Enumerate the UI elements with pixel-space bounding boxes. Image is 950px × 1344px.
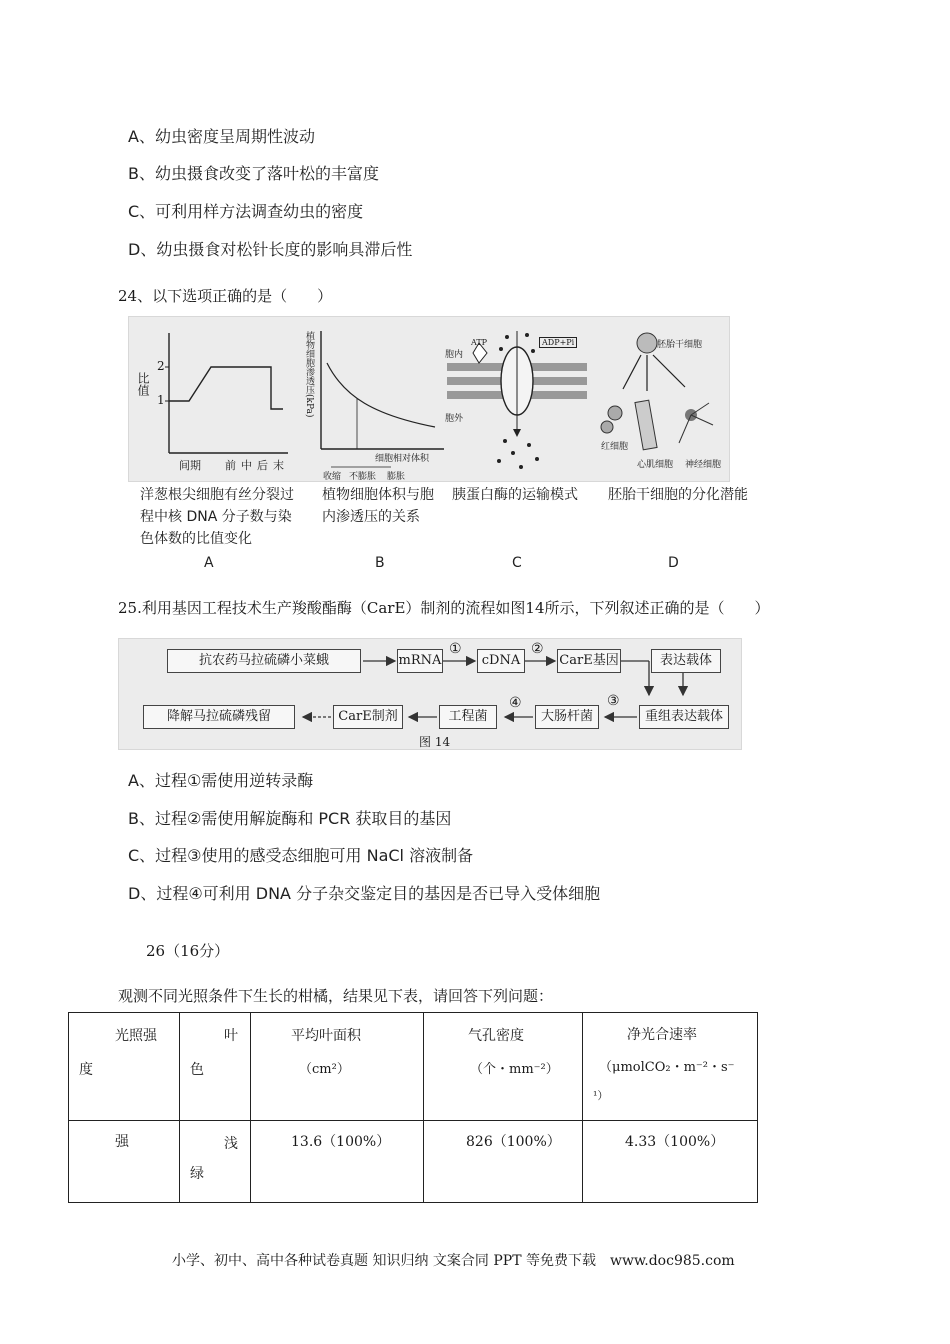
flow-step-1: ① xyxy=(449,641,462,657)
panel-c-caption: 胰蛋白酶的运输模式 xyxy=(452,487,578,503)
cell-leaf-color: 浅 绿 xyxy=(180,1121,251,1203)
panel-a-xtick-interphase: 间期 xyxy=(179,459,201,472)
panel-d-label-nerve-cell: 神经细胞 xyxy=(685,460,722,470)
cell-leaf-area: 13.6（100%） xyxy=(251,1121,424,1203)
flow-box-diamondback-moth: 抗农药马拉硫磷小菜蛾 xyxy=(167,649,361,673)
q25-option-d: D、过程④可利用 DNA 分子杂交鉴定目的基因是否已导入受体细胞 xyxy=(128,884,601,903)
q25-option-a: A、过程①需使用逆转录酶 xyxy=(128,771,314,790)
flow-box-engineered-bacteria: 工程菌 xyxy=(439,705,497,729)
panel-b-caption: 植物细胞体积与胞 内渗透压的关系 xyxy=(322,487,434,525)
panel-d-label-heart-cell: 心肌细胞 xyxy=(637,460,674,470)
panel-a-xtick-telophase: 末 xyxy=(273,459,284,472)
q24-figure xyxy=(128,316,730,482)
panel-c-label-inside: 胞内 xyxy=(445,350,464,360)
flow-box-cdna: cDNA xyxy=(477,649,525,673)
panel-d-letter: D xyxy=(668,555,679,571)
panel-d-caption: 胚胎干细胞的分化潜能 xyxy=(608,487,748,503)
q24-stem: 24、以下选项正确的是（ ） xyxy=(118,287,333,305)
panel-d-label-red-cell: 红细胞 xyxy=(601,442,629,452)
panel-a-xtick-anaphase: 后 xyxy=(257,459,268,472)
q23-option-a: A、幼虫密度呈周期性波动 xyxy=(128,127,315,146)
panel-b-ylabel: 植物细胞渗透压(kPa) xyxy=(304,331,314,418)
cell-net-photosynthesis: 4.33（100%） xyxy=(583,1121,758,1203)
panel-c-label-adp: ADP+Pi xyxy=(539,337,577,348)
q23-option-b: B、幼虫摄食改变了落叶松的丰富度 xyxy=(128,164,379,183)
header-leaf-color: 叶 色 xyxy=(180,1013,251,1121)
flow-box-care-preparation: CarE制剂 xyxy=(333,705,403,729)
q26-heading: 26（16分） xyxy=(146,942,230,960)
flow-step-4: ④ xyxy=(509,695,522,711)
q25-option-c: C、过程③使用的感受态细胞可用 NaCl 溶液制备 xyxy=(128,846,474,865)
panel-b-label-swell: 膨胀 xyxy=(387,472,406,482)
q25-flowchart xyxy=(118,638,742,750)
flow-box-mrna: mRNA xyxy=(397,649,443,673)
panel-c-label-outside: 胞外 xyxy=(445,414,464,424)
header-net-photosynthesis: 净光合速率 （μmolCO₂・m⁻²・s⁻ ¹） xyxy=(583,1013,758,1121)
panel-b-label-shrink: 收缩 xyxy=(323,472,342,482)
flow-step-2: ② xyxy=(531,641,544,657)
q23-option-c: C、可利用样方法调查幼虫的密度 xyxy=(128,202,364,221)
table-row xyxy=(69,1121,758,1203)
q26-data-table xyxy=(68,1012,758,1203)
panel-a-xtick-prophase: 前 xyxy=(225,459,236,472)
header-light-intensity: 光照强 度 xyxy=(69,1013,180,1121)
page-footer: 小学、初中、高中各种试卷真题 知识归纳 文案合同 PPT 等免费下载 www.doc985.com xyxy=(172,1253,735,1269)
panel-a-ytick-2: 2 xyxy=(157,359,165,373)
panel-a-ytick-1: 1 xyxy=(157,393,165,407)
table-header-row xyxy=(69,1013,758,1121)
flow-box-care-gene: CarE基因 xyxy=(557,649,621,673)
flow-box-expression-vector: 表达载体 xyxy=(651,649,721,673)
panel-b-xlabel: 细胞相对体积 xyxy=(375,454,430,464)
cell-intensity-strong: 强 xyxy=(69,1121,180,1203)
header-leaf-area: 平均叶面积 （cm²） xyxy=(251,1013,424,1121)
panel-b-letter: B xyxy=(375,555,385,571)
q26-intro: 观测不同光照条件下生长的柑橘，结果见下表，请回答下列问题： xyxy=(118,987,554,1005)
panel-d-label-stem-cell: 胚胎干细胞 xyxy=(657,340,703,350)
flow-box-recombinant-vector: 重组表达载体 xyxy=(639,705,729,729)
flow-step-3: ③ xyxy=(607,693,620,709)
q25-stem: 25.利用基因工程技术生产羧酸酯酶（CarE）制剂的流程如图14所示，下列叙述正确的是（ ） xyxy=(118,599,770,617)
header-stomatal-density: 气孔密度 （个・mm⁻²） xyxy=(424,1013,583,1121)
panel-b-label-no-swell: 不膨胀 xyxy=(349,472,377,482)
panel-c-letter: C xyxy=(512,555,522,571)
flow-box-e-coli: 大肠杆菌 xyxy=(535,705,599,729)
panel-a-letter: A xyxy=(204,555,214,571)
cell-stomatal-density: 826（100%） xyxy=(424,1121,583,1203)
q25-option-b: B、过程②需使用解旋酶和 PCR 获取目的基因 xyxy=(128,809,452,828)
panel-a-xtick-metaphase: 中 xyxy=(241,459,252,472)
panel-a-ylabel: 比值 xyxy=(136,372,150,396)
flow-box-degrade-residue: 降解马拉硫磷残留 xyxy=(143,705,295,729)
panel-a-caption: 洋葱根尖细胞有丝分裂过 程中核 DNA 分子数与染 色体数的比值变化 xyxy=(140,487,294,547)
q23-option-d: D、幼虫摄食对松针长度的影响具滞后性 xyxy=(128,240,413,259)
flow-figure-label: 图 14 xyxy=(419,735,451,749)
panel-c-label-atp: ATP xyxy=(471,338,488,347)
